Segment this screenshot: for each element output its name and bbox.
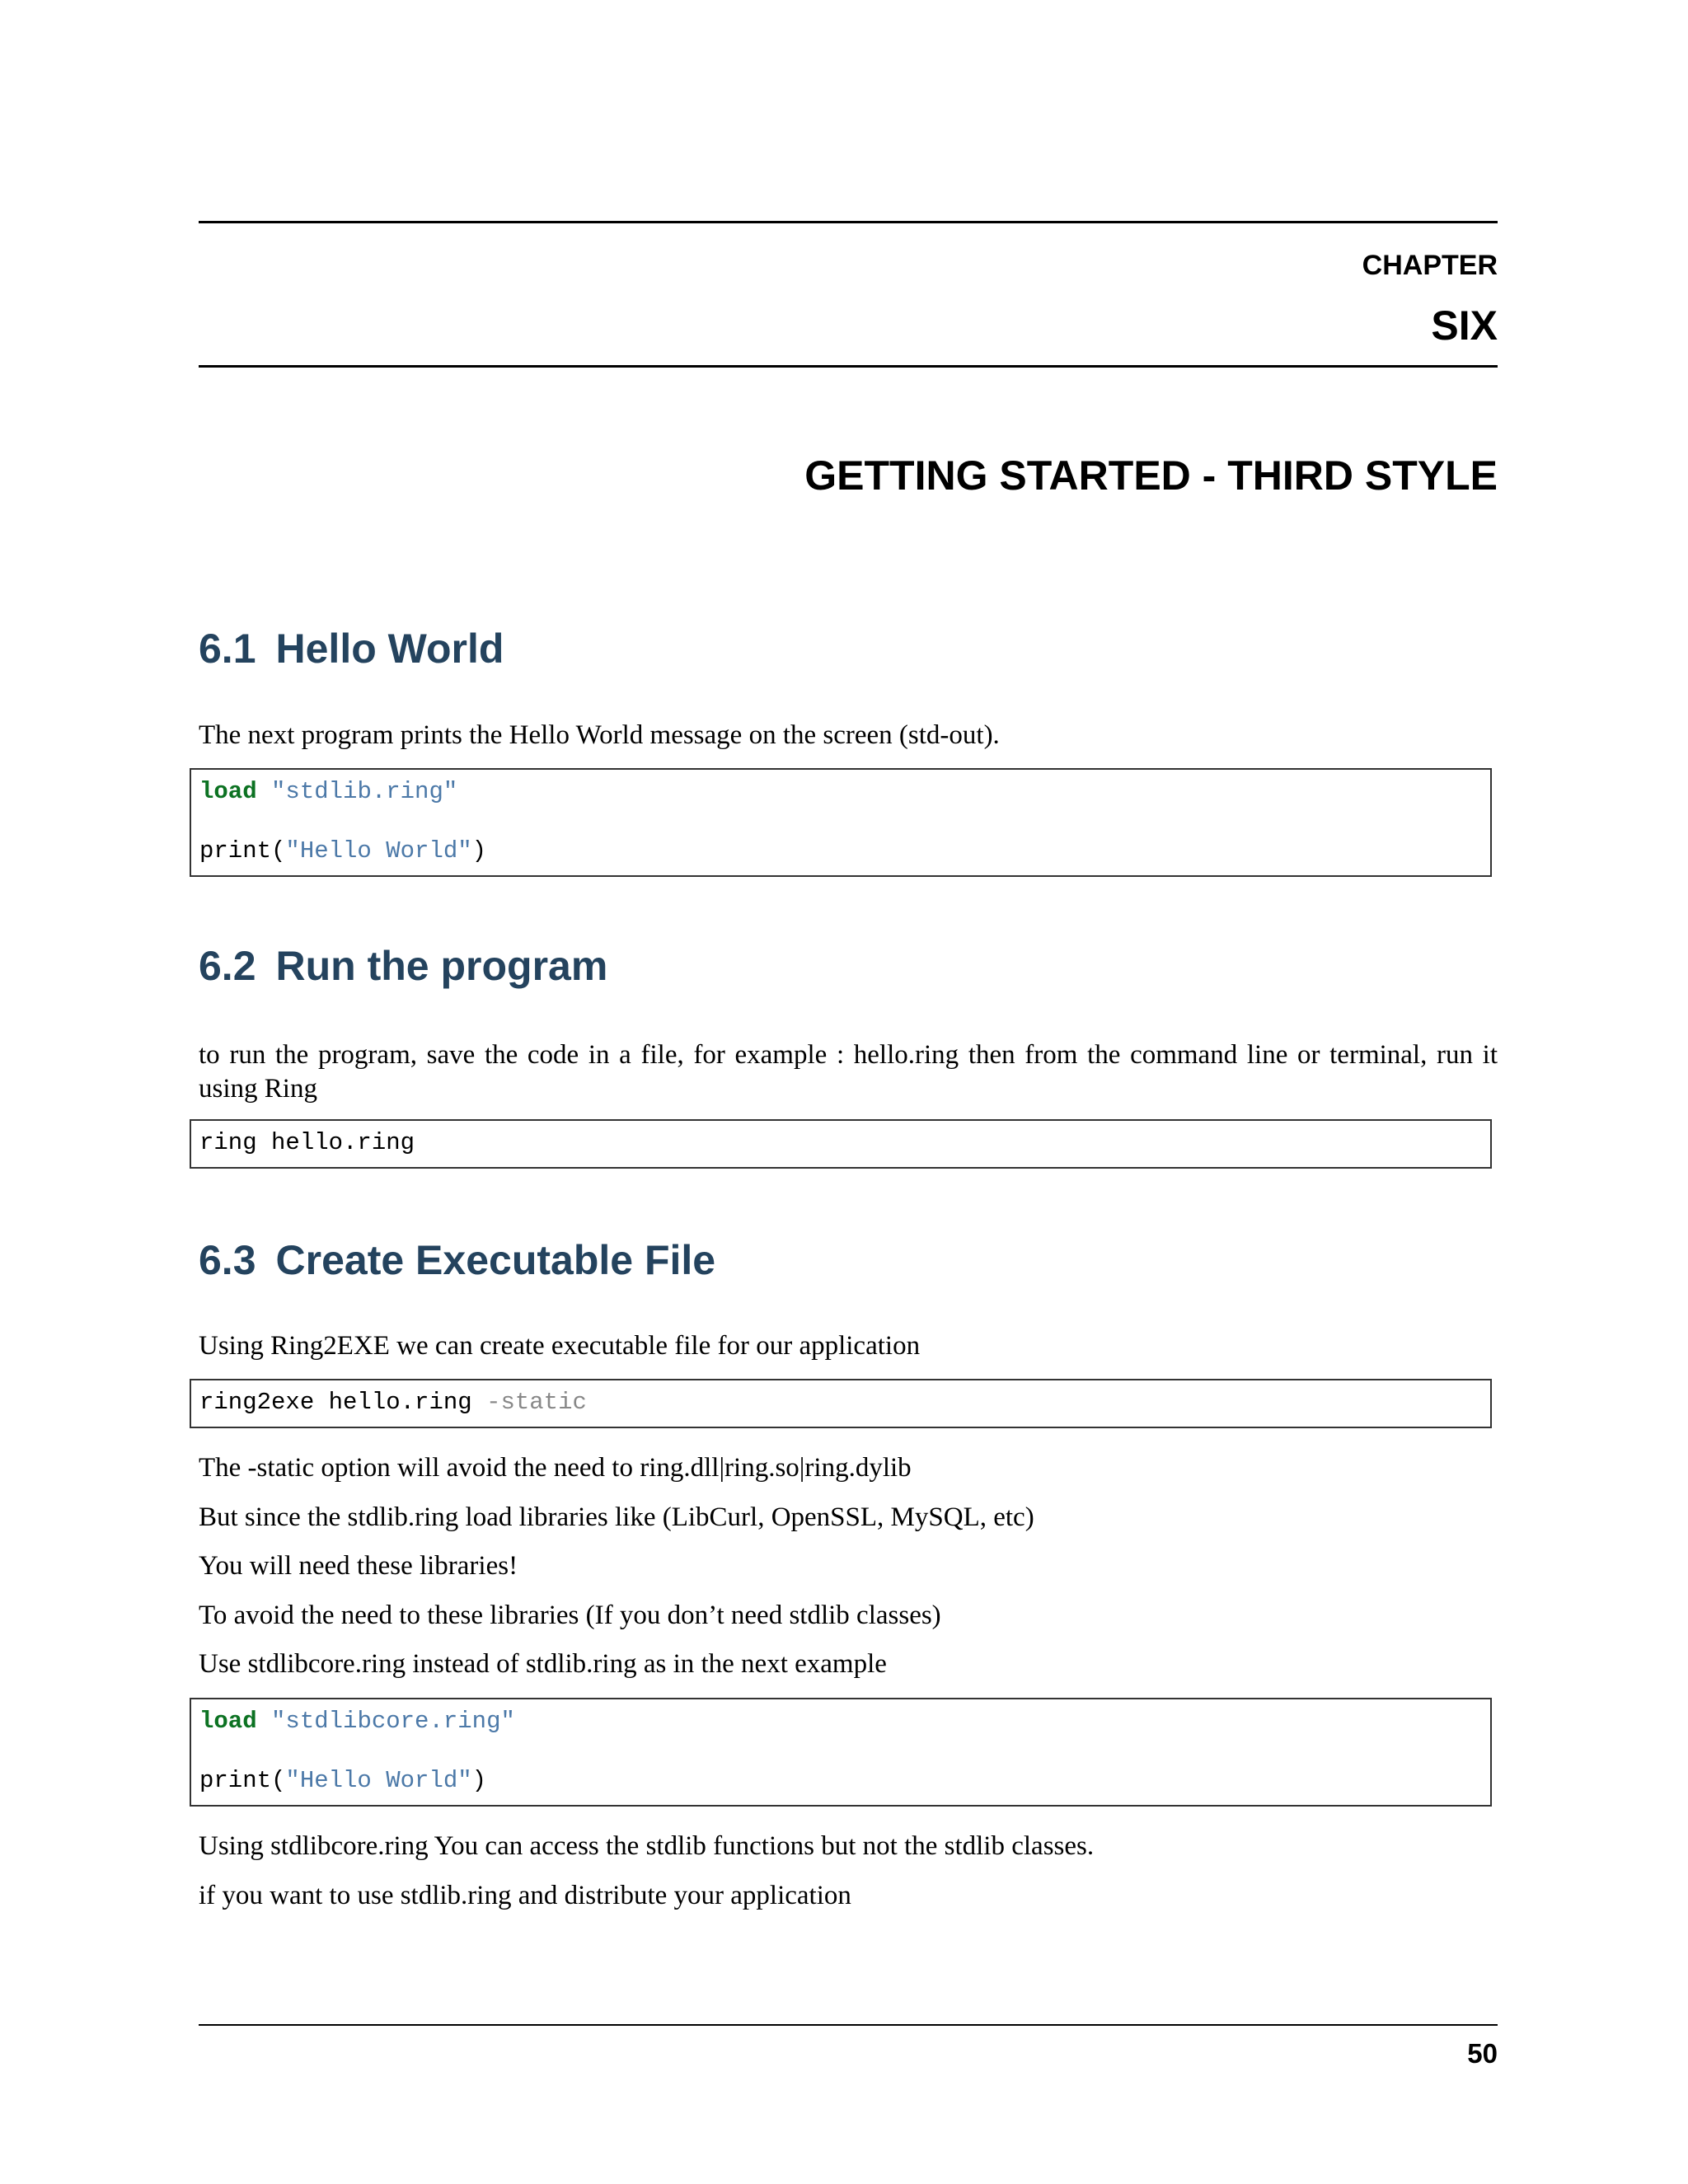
code-function: print( bbox=[199, 1767, 286, 1794]
chapter-title: GETTING STARTED - THIRD STYLE bbox=[804, 452, 1498, 499]
code-block-stdlibcore bbox=[190, 1698, 1492, 1807]
section-title: Create Executable File bbox=[275, 1237, 716, 1283]
section-heading-create-executable bbox=[199, 1236, 715, 1284]
paragraph: if you want to use stdlib.ring and distribute your application bbox=[199, 1881, 851, 1910]
code-paren: ) bbox=[471, 1767, 487, 1794]
paragraph: Use stdlibcore.ring instead of stdlib.ring as in the next example bbox=[199, 1649, 887, 1679]
paragraph: Using Ring2EXE we can create executable file for our application bbox=[199, 1331, 921, 1361]
paragraph: To avoid the need to these libraries (If you don’t need stdlib classes) bbox=[199, 1601, 941, 1630]
footer-rule bbox=[199, 2024, 1498, 2026]
code-string: "Hello World" bbox=[285, 837, 472, 865]
chapter-bottom-rule bbox=[199, 365, 1498, 368]
code-line bbox=[199, 837, 486, 865]
code-option: -static bbox=[486, 1389, 587, 1416]
code-string: "Hello World" bbox=[285, 1767, 472, 1794]
code-line bbox=[199, 778, 457, 805]
code-block-run bbox=[190, 1119, 1492, 1169]
code-string: "stdlib.ring" bbox=[271, 778, 458, 805]
section-number: 6.3 bbox=[199, 1237, 256, 1283]
code-line bbox=[199, 1708, 515, 1735]
paragraph: But since the stdlib.ring load libraries like (LibCurl, OpenSSL, MySQL, etc) bbox=[199, 1502, 1034, 1532]
code-function: print( bbox=[199, 837, 286, 865]
code-keyword: load bbox=[199, 778, 257, 805]
code-keyword: load bbox=[199, 1708, 257, 1735]
chapter-top-rule bbox=[199, 221, 1498, 223]
code-block-hello-world bbox=[190, 768, 1492, 877]
paragraph: The -static option will avoid the need to ring.dll|ring.so|ring.dylib bbox=[199, 1453, 912, 1483]
code-line bbox=[199, 1767, 486, 1794]
paragraph: to run the program, save the code in a file, for example : hello.ring then from the command line or terminal, run it using Ring bbox=[199, 1040, 1498, 1104]
section-title: Hello World bbox=[275, 626, 504, 672]
code-line bbox=[199, 1389, 587, 1416]
chapter-number: SIX bbox=[1431, 302, 1498, 349]
paragraph: Using stdlibcore.ring You can access the stdlib functions but not the stdlib classes. bbox=[199, 1831, 1095, 1861]
section-number: 6.1 bbox=[199, 626, 256, 672]
section-title: Run the program bbox=[275, 943, 608, 989]
code-command: ring2exe hello.ring bbox=[199, 1389, 487, 1416]
paragraph: The next program prints the Hello World message on the screen (std-out). bbox=[199, 720, 1000, 750]
section-number: 6.2 bbox=[199, 943, 256, 989]
section-heading-run-program bbox=[199, 942, 607, 990]
paragraph: You will need these libraries! bbox=[199, 1551, 518, 1581]
page-number: 50 bbox=[1467, 2038, 1498, 2069]
code-block-ring2exe bbox=[190, 1379, 1492, 1428]
chapter-label: CHAPTER bbox=[1362, 250, 1498, 281]
code-line: ring hello.ring bbox=[199, 1129, 415, 1156]
section-heading-hello-world bbox=[199, 625, 504, 673]
code-paren: ) bbox=[471, 837, 487, 865]
code-string: "stdlibcore.ring" bbox=[271, 1708, 515, 1735]
